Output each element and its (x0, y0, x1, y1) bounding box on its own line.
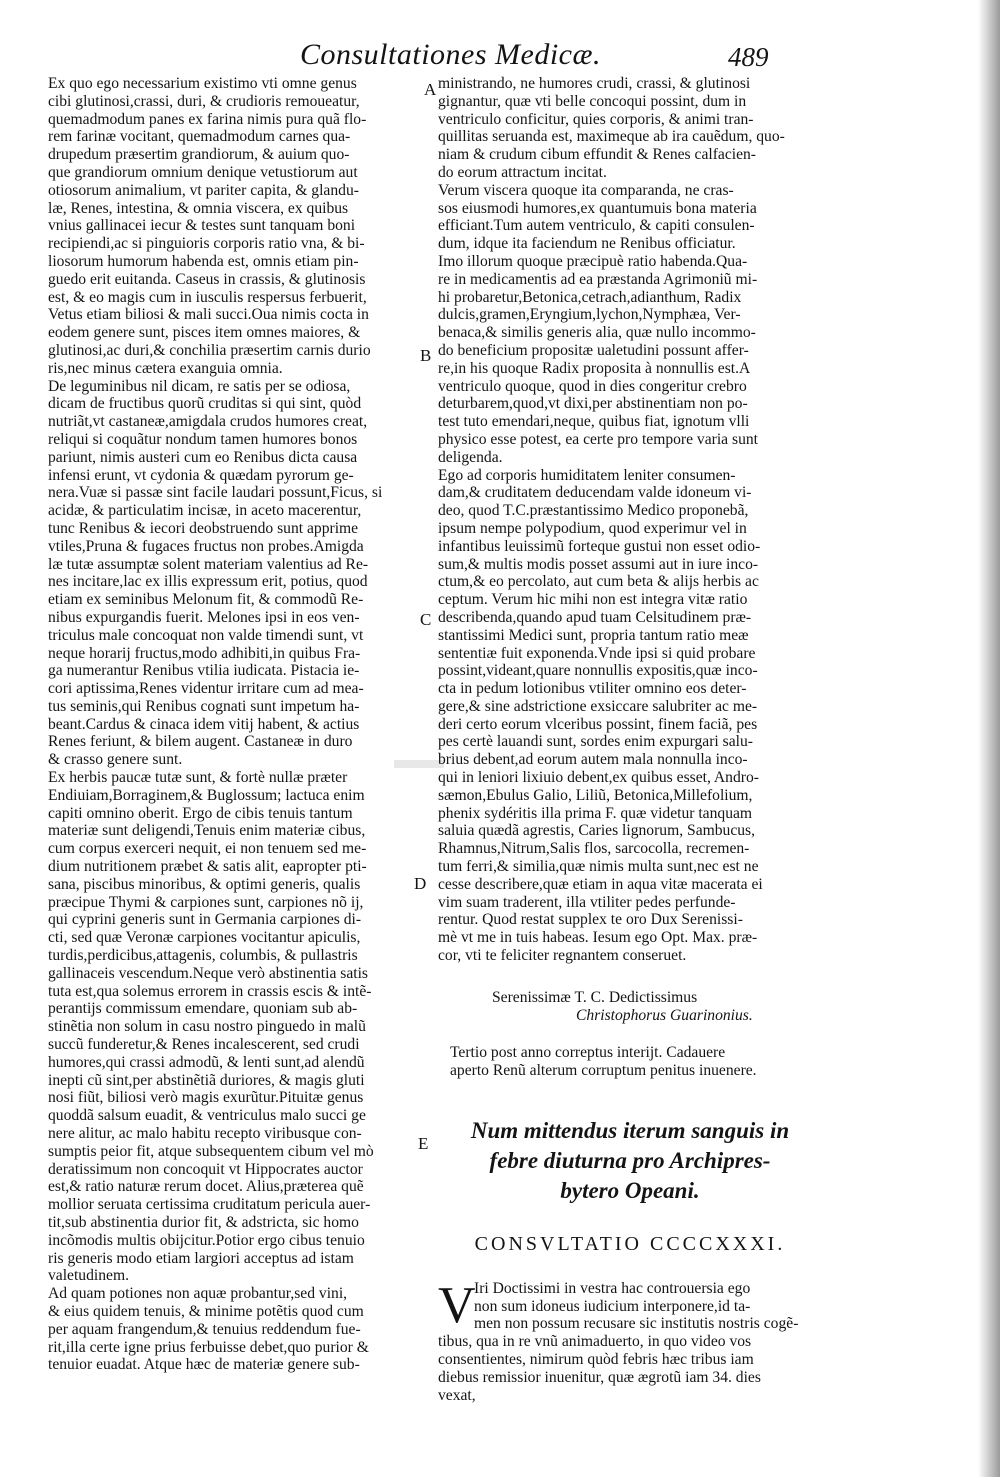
page-number: 489 (728, 42, 769, 72)
margin-letter-d: D (414, 874, 427, 893)
text-line: glutinosi,ac duri,& conchilia præsertim carnis durio (48, 341, 371, 359)
consultation-title-line-3: bytero Opeani. (560, 1178, 700, 1204)
text-line: tenuior euadat. Atque hæc de materiæ genere sub- (48, 1356, 360, 1374)
text-line: re,in his quoque Radix proposita à nonnullis est.A (438, 359, 751, 377)
text-line: reliqui si coquãtur nondum tamen humores bonos (48, 430, 358, 448)
letter-opening-lines (438, 1276, 822, 1405)
letter-body (438, 75, 822, 965)
text-line: dicam de fructibus quorũ cruditas si qui sint, quòd (48, 395, 362, 413)
text-line: phenix sydéritis illa prima F. quæ videtur tanquam (438, 804, 753, 822)
text-line: etiam ex seminibus Melonum fit, & commodũ Re- (48, 591, 364, 609)
signature-line-2: Christophorus Guarinonius. (576, 1006, 753, 1024)
text-line: sententiæ fuit exponenda.Vnde ipsi si quid probare (438, 644, 756, 662)
consultation-title (438, 1116, 822, 1206)
text-line: Verum viscera quoque ita comparanda, ne cras- (438, 181, 734, 199)
text-line: pes certè lauandi sunt, sordes enim expurgari salu- (438, 733, 753, 751)
text-line: Ego ad corporis humiditatem leniter consumen- (438, 466, 736, 484)
text-line: Imo illorum quoque præcipuè ratio habenda.Qua- (438, 252, 748, 270)
text-line: ministrando, ne humores crudi, crassi, & glutinosi (438, 75, 751, 92)
text-line: quemadmodum panes ex farina nimis pura quã flo- (48, 110, 367, 128)
text-line: cibi glutinosi,crassi, duri, & crudioris remoueatur, (48, 92, 360, 110)
right-column (438, 75, 822, 1404)
text-line: valetudinem. (48, 1267, 129, 1285)
text-line: nutriãt,vt castaneæ,amigdala crudos humores creat, (48, 413, 368, 431)
signature-block (438, 989, 822, 1025)
text-line: infantibus leuissimũ forteque gustui non esset odio- (438, 537, 761, 555)
text-line: cum corpus exerceri nequit, ei non tenuem sed me- (48, 840, 367, 858)
text-line: qui in leniori lixiuio debent,ex quibus esset, Andro- (438, 769, 759, 787)
text-line: dium nutritionem præbet & satis alit, eapropter pti- (48, 858, 367, 876)
text-line: ventriculo quoque, quod in dies congeritur crebro (438, 377, 747, 395)
text-line: læ, Renes, intestina, & omnia viscera, ex quibus (48, 199, 349, 217)
text-line: Ex herbis paucæ tutæ sunt, & fortè nullæ præter (48, 769, 348, 787)
postscript (438, 1044, 822, 1080)
text-line: rit,illa certe igne prius ferbuisse debet,quo purior & (48, 1338, 369, 1356)
text-line: cti, sed quæ Veronæ carpiones vocitantur apiculis, (48, 929, 361, 947)
text-line: ris,nec minus cætera exanguia omnia. (48, 359, 283, 377)
drop-cap-letter: V (438, 1276, 476, 1334)
text-line: deratissimum non concoquit vt Hippocrates auctor (48, 1160, 363, 1178)
signature-line-1: Serenissimæ T. C. Dedictissimus (492, 988, 698, 1006)
running-header: Consultationes Medicæ. (300, 38, 601, 71)
text-line: vnius gallinacei iecur & testes sunt tanquam boni (48, 217, 356, 235)
text-line: describenda,quando apud tuam Celsitudinem præ- (438, 608, 752, 626)
text-line: hi probaretur,Betonica,cetrach,adianthum, Radix (438, 288, 742, 306)
text-line: deri certo eorum vlceribus possint, finem faciã, pes (438, 715, 758, 733)
text-line: tit,sub abstinentia durior fit, & adstricta, sic homo (48, 1214, 359, 1231)
text-line: gignantur, quæ vti belle concoqui possint, dum in (438, 92, 747, 110)
text-line: succũ funderetur,& Renes incalescerent, sed crudi (48, 1036, 360, 1054)
text-line: triculus male concoquat non valde timendi sunt, vt (48, 626, 364, 644)
text-line: beant.Cardus & cinaca idem vitij habent, & actius (48, 715, 360, 733)
text-line: neque horarij fructus,modo adhibiti,in quibus Fra- (48, 644, 361, 662)
text-line: incõmodis multis obijcitur.Potior ergo cibus tenuio (48, 1231, 365, 1249)
text-line: mollior seruata certissima cruditatum pericula auer- (48, 1196, 371, 1214)
text-line: tuta est,qua solemus errorem in crassis escis & intẽ- (48, 982, 372, 1000)
text-line: ga numerantur Renibus vtilia iudicata. Pistacia ie- (48, 662, 360, 680)
text-line: præcipue Thymi & carpiones sunt, carpiones nõ ij, (48, 893, 364, 911)
text-line: ris generis modo etiam largiori acceptus ad istam (48, 1249, 354, 1267)
text-line: recipiendi,ac si pinguioris corporis ratio vna, & bi- (48, 235, 365, 253)
consultation-heading: CONSVLTATIO CCCCXXXI. (474, 1233, 786, 1256)
text-line: cesse describere,quæ etiam in aqua vitæ macerata ei (438, 875, 763, 893)
margin-letter-a: A (424, 80, 437, 99)
text-line: stinẽtia non solum in casu nostro pinguedo in malũ (48, 1018, 366, 1036)
text-line: pariunt, nimis austeri cum eo Renibus dicta causa (48, 448, 358, 466)
text-line: men non possum recusare sic institutis nostris cogẽ- (474, 1315, 799, 1333)
text-line: eodem genere sunt, pisces item omnes maiores, & (48, 324, 361, 342)
text-line: deturbarem,quod,vt dixi,per abstinentiam non po- (438, 395, 748, 413)
text-line: nes incitare,lac ex illis expressum erit, potius, quod (48, 573, 368, 591)
text-line: drupedum præsertim grandiorum, & auium quo- (48, 146, 350, 164)
text-line: re in medicamentis ad ea præstanda Agrimoniũ mi- (438, 270, 758, 288)
postscript-line-1: Tertio post anno correptus interijt. Cadauere (450, 1044, 726, 1062)
text-line: infensi erunt, vt cydonia & quædam pyrorum ge- (48, 466, 354, 484)
text-line: perantijs commissum emendare, quoniam sub ab- (48, 1000, 358, 1018)
text-line: sum,& multis modis posset assumi aut in iure inco- (438, 555, 759, 573)
letter-opening (438, 1276, 822, 1405)
text-line: cori aptissima,Renes videntur irritare cum ad mea- (48, 680, 364, 698)
text-line: materiæ sunt deligendi,Tenuis enim materiæ cibus, (48, 822, 366, 840)
text-line: brius debent,ad eorum autem mala nonnulla inco- (438, 751, 748, 769)
text-line: capiti omnino oberit. Ergo de cibis tenuis tantum (48, 804, 353, 822)
text-line: cta in pedum lotionibus vtiliter omnino eos deter- (438, 680, 747, 698)
text-line: deo, quod T.C.præstantissimo Medico proponebã, (438, 502, 749, 520)
text-line: efficiant.Tum autem ventriculo, & capiti consulen- (438, 217, 755, 235)
text-line: acidæ, & particulatim incisæ, in aceto macerentur, (48, 502, 362, 520)
text-line: qui cyprini generis sunt in Germania carpiones di- (48, 911, 362, 929)
text-line: dulcis,gramen,Eryngium,lychon,Nymphæa, Ver- (438, 306, 741, 324)
text-line: Ad quam potiones non aquæ probantur,sed vini, (48, 1285, 348, 1303)
text-line: non sum idoneus iudicium interponere,id ta- (474, 1297, 751, 1315)
text-line: Iri Doctissimi in vestra hac controuersia ego (474, 1279, 751, 1297)
text-line: vim suam traderent, illa vtiliter pedes perfunde- (438, 893, 736, 911)
text-line: sumptis peior fit, atque subsequentem cibum vel mò (48, 1142, 374, 1160)
text-line: ventriculo conficitur, quies corporis, & animi tran- (438, 110, 754, 128)
text-line: guedo erit euitanda. Caseus in crassis, & glutinosis (48, 270, 366, 288)
text-line: tus seminis,qui Renibus cognati sunt impetum ha- (48, 697, 360, 715)
text-line: nera.Vuæ si passæ sint facile laudari possunt,Ficus, si (48, 484, 383, 502)
text-line: rem farinæ vocitant, quemadmodum carnes qua- (48, 128, 351, 146)
text-line: que grandiorum omnium denique vetustiorum aut (48, 163, 358, 181)
left-column (48, 75, 420, 1374)
text-line: vexat, (438, 1386, 476, 1404)
text-line: tibus, qua in re vnũ animaduerto, in quo video vos (438, 1333, 752, 1351)
consultation-title-line-1: Num mittendus iterum sanguis in (470, 1118, 790, 1144)
text-line: & eius quidem tenuis, & minime potẽtis quod cum (48, 1302, 364, 1320)
text-line: stantissimi Medici sunt, propria tantum ratio meæ (438, 626, 749, 644)
text-line: inepti cũ sint,per abstinẽtiã duriores, & magis gluti (48, 1071, 365, 1089)
text-line: Endiuiam,Borraginem,& Buglossum; lactuca enim (48, 786, 365, 804)
text-line: liosorum humorum habenda est, omnis etiam pin- (48, 252, 359, 270)
text-line: tunc Renibus & iecori deobstruendo sunt apprime (48, 519, 359, 537)
text-line: nosi fiũt, biliosi verò magis exurũtur.Pituitæ genus (48, 1089, 364, 1107)
postscript-line-2: aperto Renũ alterum corruptum penitus inuenere. (450, 1062, 757, 1080)
text-line: ceptum. Verum hic mihi non est integra vitæ ratio (438, 591, 748, 609)
text-line: do eorum attractum incitat. (438, 163, 607, 181)
consultation-title-line-2: febre diuturna pro Archipres- (489, 1148, 771, 1174)
text-line: Vetus etiam biliosi & mali succi.Oua nimis cocta in (48, 306, 369, 324)
text-line: est, & eo magis cum in iusculis respersus ferbuerit, (48, 288, 367, 306)
text-line: test tuto emendari,neque, quibus fiat, ignotum vlli (438, 413, 750, 431)
text-line: dam,& cruditatem deducendam valde idoneum vi- (438, 484, 752, 502)
text-line: diebus remissior inuenitur, quæ ægrotũ iam 34. dies (438, 1368, 761, 1386)
text-line: niam & crudum cibum effundit & Renes calfacien- (438, 146, 756, 164)
text-line: humores,qui crassi admodũ, & lenti sunt,ad alendũ (48, 1053, 365, 1071)
text-line: quillitas seruanda est, maximeque ab ira cauẽdum, quo- (438, 128, 785, 146)
text-line: per aquam frangendum,& tenuius reddendum fue- (48, 1320, 361, 1338)
text-line: & crasso genere sunt. (48, 751, 183, 769)
text-line: tum ferri,& similia,quæ nimis multa sunt,nec est ne (438, 858, 759, 876)
text-line: saluia quædã agrestis, Caries lignorum, Sambucus, (438, 822, 756, 840)
text-line: turdis,perdicibus,attagenis, columbis, & pullastris (48, 947, 358, 965)
text-line: deligenda. (438, 448, 503, 466)
text-line: possint,videant,quare nonnullis expositis,quæ inco- (438, 662, 758, 680)
text-line: Ex quo ego necessarium existimo vti omne genus (48, 75, 357, 92)
text-line: Renes feriunt, & bilem augent. Castaneæ in duro (48, 733, 353, 751)
text-line: cor, vti te feliciter regnantem conseruet. (438, 947, 687, 965)
page-edge-shadow (978, 0, 1000, 1477)
margin-letter-c: C (420, 610, 432, 629)
text-line: do beneficium propositæ ualetudini possunt affer- (438, 341, 749, 359)
text-line: nibus expurgandis fuerit. Melones ipsi in eos ven- (48, 608, 360, 626)
text-line: gere,& sine adstrictione exsiccare salubriter ac me- (438, 697, 758, 715)
text-line: mè vt me in tuis habeas. Iesum ego Opt. Max. præ- (438, 929, 758, 947)
text-line: læ tutæ assumptæ solent materiam valentius ad Re- (48, 555, 369, 573)
text-line: sana, piscibus minoribus, & optimi generis, qualis (48, 875, 361, 893)
text-line: vtiles,Pruna & fugaces fructus non probes.Amigda (48, 537, 364, 555)
text-line: otiosorum animalium, vt pariter capita, & glandu- (48, 181, 359, 199)
text-line: quoddã salsum euadit, & ventriculus malo succi ge (48, 1107, 366, 1125)
text-line: ctum,& eo percolato, aut cum beta & alijs herbis ac (438, 573, 759, 591)
text-line: rentur. Quod restat supplex te oro Dux Serenissi- (438, 911, 743, 929)
text-line: benaca,& similis generis alia, quæ nullo incommo- (438, 324, 756, 342)
text-line: sos eiusmodi humores,ex quantumuis bona materia (438, 199, 757, 217)
text-line: Rhamnus,Nitrum,Salis flos, sarcocolla, recremen- (438, 840, 750, 858)
text-line: sæmon,Ebulus Galio, Liliũ, Betonica,Millefolium, (438, 786, 753, 804)
text-line: consentientes, nimirum quòd febris hæc tribus iam (438, 1351, 754, 1369)
margin-letter-b: B (420, 346, 432, 365)
text-line: dum, idque ita faciendum ne Renibus officiatur. (438, 235, 736, 253)
text-line: physico esse potest, ea certe pro tempore varia sunt (438, 430, 758, 448)
margin-letter-e: E (418, 1134, 429, 1153)
text-line: est,& ratio naturæ rerum docet. Alius,præterea quẽ (48, 1178, 364, 1196)
text-line: De leguminibus nil dicam, re satis per se odiosa, (48, 377, 351, 395)
text-line: gallinaceis vescendum.Neque verò abstinentia satis (48, 964, 368, 982)
text-line: ipsum nempe polypodium, quod experimur vel in (438, 519, 747, 537)
text-line: nere alitur, ac malo habitu recepto viribusque con- (48, 1125, 362, 1143)
